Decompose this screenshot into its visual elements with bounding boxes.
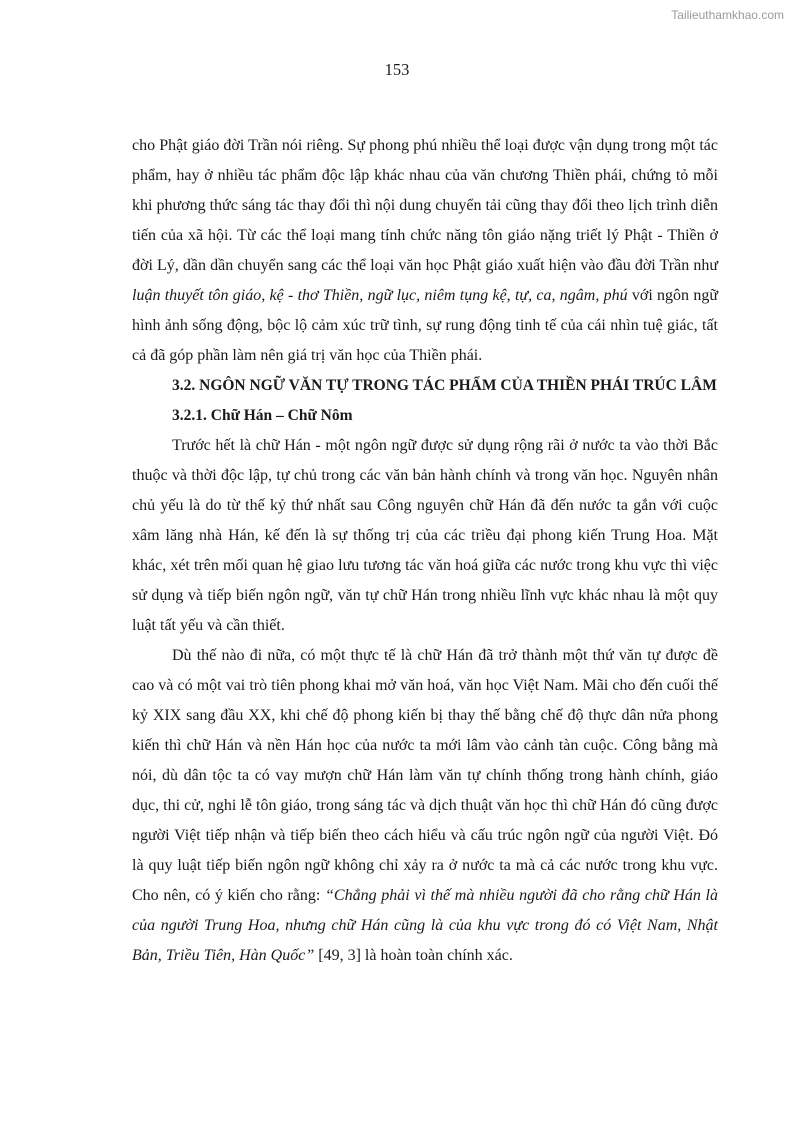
paragraph: Trước hết là chữ Hán - một ngôn ngữ được sử dụng rộng rãi ở nước ta vào thời Bắc thuộc và thời độc lập, tự chủ trong các văn bản hành chính và trong văn học. Nguyên nhân chủ yếu là do từ thế kỷ thứ nhất sau Công nguyên chữ Hán đã đến nước ta gắn với cuộc xâm lăng nhà Hán, kế đến là sự thống trị của các triều đại phong kiến Trung Hoa. Mặt khác, xét trên mối quan hệ giao lưu tương tác văn hoá giữa các nước trong khu vực thì việc sử dụng và tiếp biến ngôn ngữ, văn tự chữ Hán trong nhiều lĩnh vực khác nhau là một quy luật tất yếu và cần thiết.	[132, 437, 718, 634]
document-body	[132, 131, 718, 971]
italic-quotation: “Chẳng phải vì thế mà nhiều người đã cho rằng chữ Hán là của người Trung Hoa, nhưng chữ Hán cũng là của khu vực trong đó có Việt Nam, Nhật Bản, Triều Tiên, Hàn Quốc”	[132, 887, 718, 964]
page-number: 153	[384, 60, 410, 79]
paragraph	[132, 641, 718, 971]
citation-text: [49, 3] là hoàn toàn chính xác.	[314, 947, 513, 964]
watermark: Tailieuthamkhao.com	[671, 8, 784, 22]
subsection-heading: 3.2.1. Chữ Hán – Chữ Nôm	[172, 407, 353, 424]
paragraph-text: với ngôn ngữ hình ảnh sống động, bộc lộ cảm xúc trữ tình, sự rung động tinh tế của cái nhìn tuệ giác, tất cả đã góp phần làm nên giá trị văn học của Thiền phái.	[132, 287, 719, 364]
section-heading: 3.2. NGÔN NGỮ VĂN TỰ TRONG TÁC PHẨM CỦA THIỀN PHÁI TRÚC LÂM	[172, 377, 717, 394]
paragraph-text: Dù thế nào đi nữa, có một thực tế là chữ Hán đã trở thành một thứ văn tự được đề cao và có một vai trò tiên phong khai mở văn hoá, văn học Việt Nam. Mãi cho đến cuối thế kỷ XIX sang đầu XX, khi chế độ phong kiến bị thay thế bằng chế độ thực dân nửa phong kiến thì chữ Hán và nền Hán học của nước ta mới lâm vào cảnh tàn cuộc. Công bằng mà nói, dù dân tộc ta có vay mượn chữ Hán làm văn tự chính thống trong hành chính, giáo dục, thi cử, nghi lễ tôn giáo, trong sáng tác và dịch thuật văn học thì chữ Hán đó cũng được người Việt tiếp nhận và tiếp biến theo cách hiểu và cấu trúc ngôn ngữ của người Việt. Đó là quy luật tiếp biến ngôn ngữ không chỉ xảy ra ở nước ta mà cả các nước trong khu vực. Cho nên, có ý kiến cho rằng:	[132, 647, 718, 904]
italic-genre-list: luận thuyết tôn giáo, kệ - thơ Thiền, ngữ lục, niêm tụng kệ, tự, ca, ngâm, phú	[132, 287, 628, 304]
paragraph	[132, 131, 718, 371]
paragraph-text: cho Phật giáo đời Trần nói riêng. Sự phong phú nhiều thể loại được vận dụng trong một tác phẩm, hay ở nhiều tác phẩm độc lập khác nhau của văn chương Thiền phái, chứng tỏ mỗi khi phương thức sáng tác thay đổi thì nội dung chuyển tải cũng thay đổi theo lịch trình diễn tiến của xã hội. Từ các thể loại mang tính chức năng tôn giáo nặng triết lý Phật - Thiền ở đời Lý, dần dần chuyển sang các thể loại văn học Phật giáo xuất hiện vào đầu đời Trần như	[132, 137, 718, 274]
